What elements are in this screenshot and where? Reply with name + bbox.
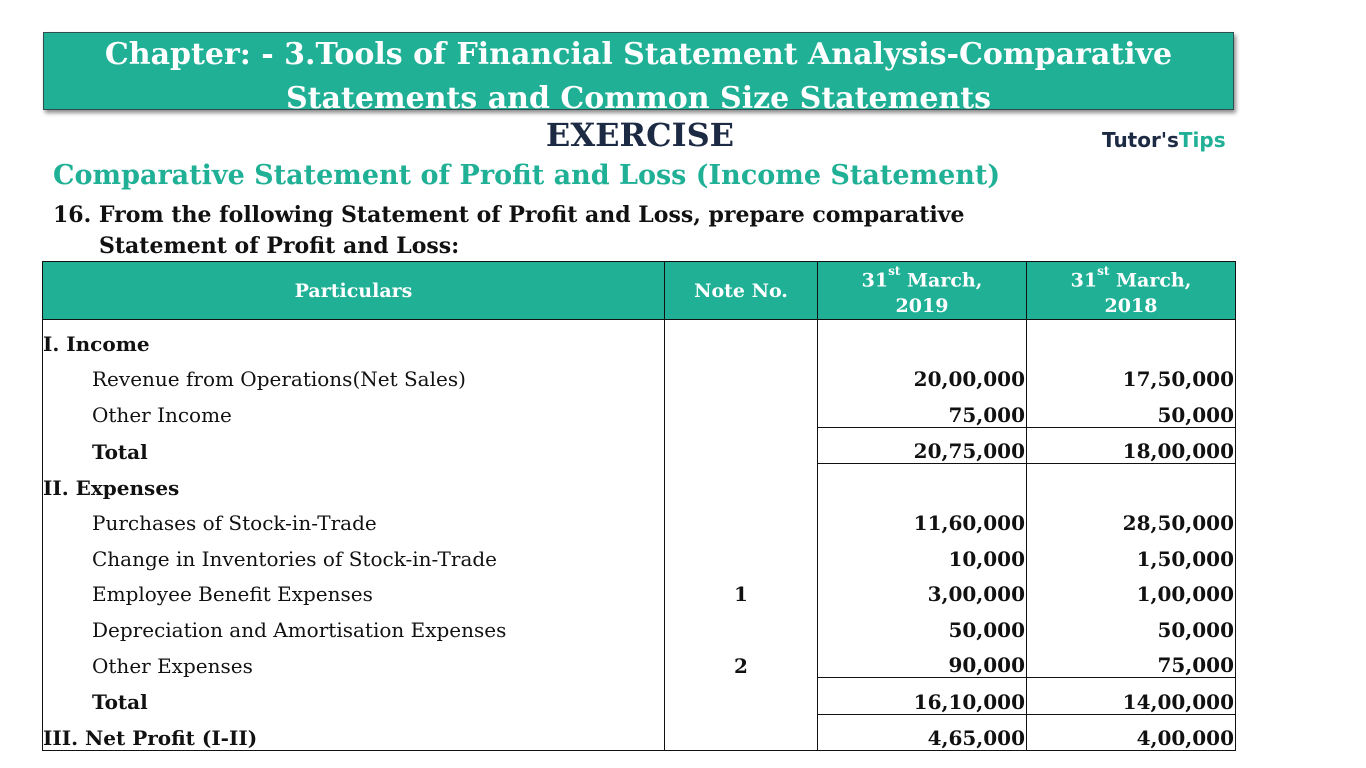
- row-label: Depreciation and Amortisation Expenses: [43, 606, 665, 642]
- row-value-2018: 1,00,000: [1027, 571, 1236, 607]
- question-text: [53, 200, 965, 262]
- header-2019: [818, 262, 1027, 320]
- header-2019-sup: st: [888, 264, 901, 278]
- row-label: Employee Benefit Expenses: [43, 571, 665, 607]
- table-row: [43, 391, 1236, 427]
- row-note: [665, 678, 818, 715]
- row-value-2019: 11,60,000: [818, 500, 1027, 536]
- profit-loss-table: [42, 261, 1236, 751]
- table-row: [43, 678, 1236, 715]
- row-label: Change in Inventories of Stock-in-Trade: [43, 535, 665, 571]
- table-row: [43, 464, 1236, 500]
- row-value-2019: 20,75,000: [818, 427, 1027, 464]
- row-value-2019: 3,00,000: [818, 571, 1027, 607]
- row-value-2018: 50,000: [1027, 391, 1236, 427]
- row-value-2018: 18,00,000: [1027, 427, 1236, 464]
- row-value-2019: 75,000: [818, 391, 1027, 427]
- header-2018-sup: st: [1097, 264, 1110, 278]
- header-note-no: Note No.: [665, 262, 818, 320]
- row-label: Revenue from Operations(Net Sales): [43, 356, 665, 392]
- row-value-2019: 90,000: [818, 642, 1027, 678]
- row-note: [665, 391, 818, 427]
- header-2019-month: March,: [900, 269, 983, 292]
- row-value-2019: 10,000: [818, 535, 1027, 571]
- row-label: Total: [43, 678, 665, 715]
- section-subtitle: Comparative Statement of Profit and Loss (Income Statement): [53, 160, 1001, 191]
- table-row: [43, 427, 1236, 464]
- banner-line-1: Chapter: - 3.Tools of Financial Statement Analysis-Comparative: [104, 37, 1173, 72]
- row-value-2018: 14,00,000: [1027, 678, 1236, 715]
- logo-text-tips: Tips: [1178, 128, 1226, 152]
- row-value-2019: [818, 320, 1027, 356]
- table-row: [43, 642, 1236, 678]
- row-value-2018: [1027, 320, 1236, 356]
- table-row: [43, 320, 1236, 356]
- table-row: [43, 500, 1236, 536]
- row-value-2019: 20,00,000: [818, 356, 1027, 392]
- row-value-2019: 16,10,000: [818, 678, 1027, 715]
- logo-text-tutors: Tutor's: [1102, 128, 1179, 152]
- row-note: [665, 464, 818, 500]
- row-value-2018: 75,000: [1027, 642, 1236, 678]
- row-value-2018: 50,000: [1027, 606, 1236, 642]
- table-row: [43, 535, 1236, 571]
- question-line-1: 16. From the following Statement of Profit and Loss, prepare comparative: [53, 202, 965, 228]
- row-label: Purchases of Stock-in-Trade: [43, 500, 665, 536]
- row-value-2018: 28,50,000: [1027, 500, 1236, 536]
- row-label: Total: [43, 427, 665, 464]
- row-value-2019: 4,65,000: [818, 714, 1027, 751]
- header-particulars: Particulars: [43, 262, 665, 320]
- row-label: III. Net Profit (I-II): [43, 714, 665, 751]
- banner-line-2: Statements and Common Size Statements: [286, 81, 991, 116]
- row-note: [665, 356, 818, 392]
- table-row: [43, 714, 1236, 751]
- chapter-banner: [43, 32, 1234, 116]
- row-label: Other Expenses: [43, 642, 665, 678]
- table-row: [43, 606, 1236, 642]
- header-2018-month: March,: [1109, 269, 1192, 292]
- header-2019-year: 2019: [895, 295, 949, 318]
- row-value-2018: 4,00,000: [1027, 714, 1236, 751]
- header-2018: [1027, 262, 1236, 320]
- row-note: [665, 535, 818, 571]
- exercise-title: EXERCISE: [545, 116, 735, 154]
- table-row: [43, 356, 1236, 392]
- row-value-2019: 50,000: [818, 606, 1027, 642]
- row-value-2018: 17,50,000: [1027, 356, 1236, 392]
- row-note: [665, 714, 818, 751]
- row-note: [665, 606, 818, 642]
- header-2018-year: 2018: [1104, 295, 1158, 318]
- row-label: Other Income: [43, 391, 665, 427]
- row-note: 2: [665, 642, 818, 678]
- row-note: [665, 500, 818, 536]
- question-line-2: Statement of Profit and Loss:: [99, 233, 460, 259]
- header-2019-day: 31: [861, 269, 889, 292]
- table-row: [43, 571, 1236, 607]
- row-note: [665, 427, 818, 464]
- row-value-2018: [1027, 464, 1236, 500]
- header-2018-day: 31: [1070, 269, 1098, 292]
- row-label: I. Income: [43, 320, 665, 356]
- row-label: II. Expenses: [43, 464, 665, 500]
- table-header-row: [43, 262, 1236, 320]
- row-value-2019: [818, 464, 1027, 500]
- row-note: 1: [665, 571, 818, 607]
- row-value-2018: 1,50,000: [1027, 535, 1236, 571]
- tutors-tips-logo: [1102, 128, 1226, 152]
- row-note: [665, 320, 818, 356]
